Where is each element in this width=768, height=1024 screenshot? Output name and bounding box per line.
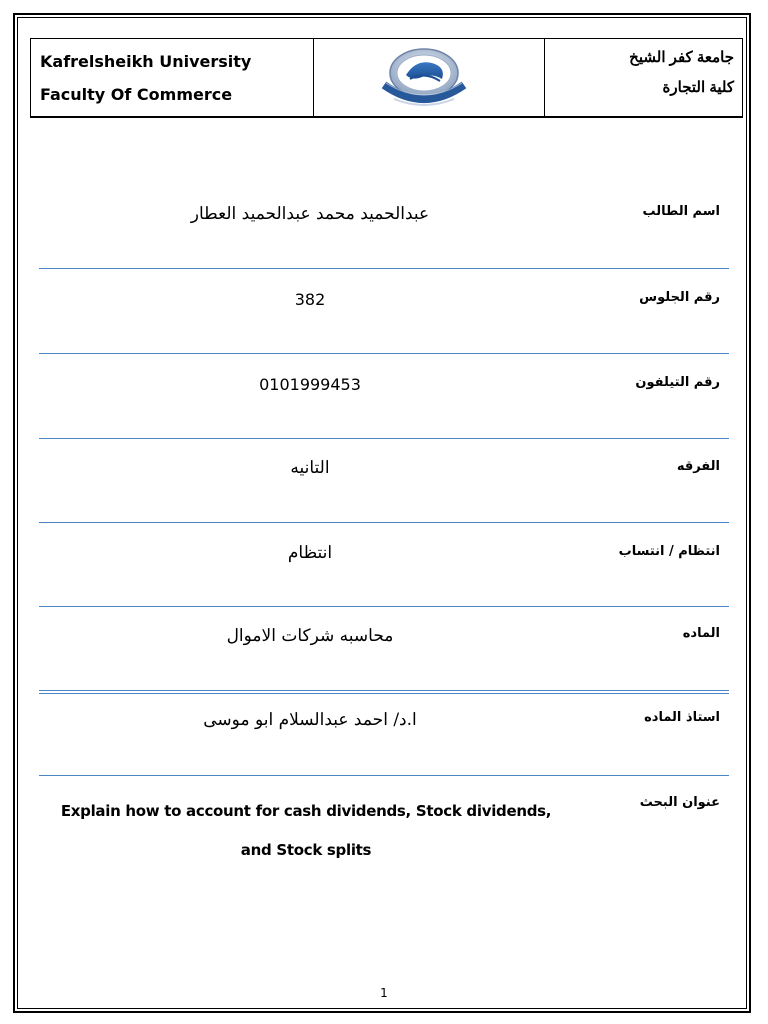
field-row-professor — [40, 708, 730, 738]
research-title-line-1: Explain how to account for cash dividends, Stock dividends, — [60, 802, 552, 820]
header-bottom-rule — [30, 116, 743, 117]
field-value: 0101999453 — [259, 375, 361, 394]
separator-line — [39, 775, 729, 776]
field-row-seat-number — [40, 288, 730, 318]
header-english-cell — [31, 39, 314, 117]
field-value: التانيه — [290, 458, 330, 478]
field-row-enrollment — [40, 541, 730, 571]
research-title-value — [40, 792, 572, 870]
separator-line — [39, 438, 729, 439]
page-number: 1 — [380, 986, 388, 1000]
field-label: الفرقه — [676, 459, 720, 474]
university-name-ar: جامعة كفر الشيخ — [629, 49, 734, 66]
field-row-student-name — [40, 200, 730, 230]
header-logo-cell — [314, 39, 545, 117]
separator-line — [39, 606, 729, 607]
field-row-subject — [40, 624, 730, 654]
separator-line — [39, 690, 729, 691]
faculty-name-en: Faculty Of Commerce — [40, 85, 233, 104]
university-logo-icon — [314, 39, 545, 117]
field-label: عنوان البحث — [639, 795, 720, 810]
header-arabic-cell — [545, 39, 742, 117]
field-label: اسم الطالب — [642, 204, 720, 219]
field-value: انتظام — [287, 543, 333, 563]
field-value: 382 — [294, 290, 326, 309]
separator-line — [39, 268, 729, 269]
separator-line — [39, 693, 729, 694]
separator-line — [39, 353, 729, 354]
field-label: رقم الجلوس — [639, 290, 720, 305]
field-value: محاسبه شركات الاموال — [226, 626, 394, 646]
separator-line — [39, 522, 729, 523]
field-row-phone — [40, 373, 730, 403]
field-label: الماده — [682, 626, 720, 641]
faculty-name-ar: كلية التجارة — [662, 79, 734, 96]
field-value: عبدالحميد محمد عبدالحميد العطار — [190, 204, 430, 224]
field-value: ا.د/ احمد عبدالسلام ابو موسى — [203, 710, 417, 730]
research-title-line-2: and Stock splits — [240, 841, 372, 859]
field-label: استاذ الماده — [644, 710, 720, 725]
header-table — [30, 38, 743, 118]
field-label: انتظام / انتساب — [618, 544, 720, 559]
university-name-en: Kafrelsheikh University — [40, 52, 252, 71]
field-label: رقم التيلفون — [635, 375, 720, 390]
field-row-year — [40, 456, 730, 486]
